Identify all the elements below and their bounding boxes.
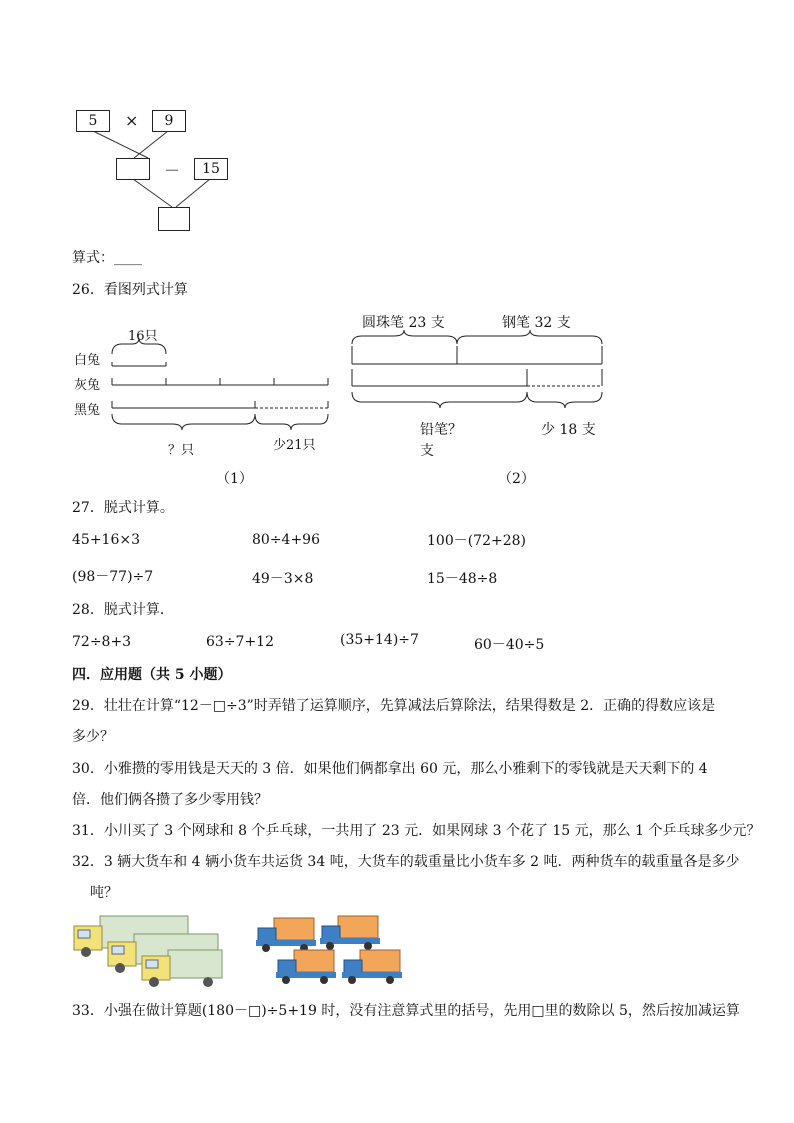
multiply-sign: × <box>125 111 139 130</box>
less-pencil-label: 少 18 支 <box>541 422 596 438</box>
formula-label: 算式：____ <box>72 250 142 266</box>
q27-expression: (98－77)÷7 <box>72 569 154 585</box>
q26-title: 26．看图列式计算 <box>72 282 188 298</box>
q27-title: 27．脱式计算。 <box>72 500 174 516</box>
q28-title: 28．脱式计算． <box>72 602 174 618</box>
pencil-question-line2: 支 <box>420 443 434 459</box>
q28-expression: (35+14)÷7 <box>340 632 419 648</box>
q27-expression: 100－(72+28) <box>427 533 527 549</box>
tree-value: 5 <box>88 113 98 129</box>
ballpoint-label: 圆珠笔 23 支 <box>362 315 445 331</box>
q30-line1: 30．小雅攒的零用钱是天天的 3 倍．如果他们俩都拿出 60 元，那么小雅剩下的零钱就是天天剩下的 4 <box>72 761 708 777</box>
q30-line2: 倍．他们俩各攒了多少零用钱？ <box>72 792 268 808</box>
less-label: 少21只 <box>273 438 316 453</box>
white-count-label: 16只 <box>128 329 158 344</box>
diagram-caption-2: （2） <box>498 471 535 487</box>
q27-expression: 80÷4+96 <box>252 532 320 548</box>
q29-line2: 多少？ <box>72 729 114 745</box>
q29-line1: 29．壮壮在计算“12－□÷3”时弄错了运算顺序，先算减法后算除法，结果得数是 2．正确的得数应该是 <box>72 698 716 714</box>
q33-line1: 33．小强在做计算题(180－□)÷5+19 时，没有注意算式里的括号，先用□里的数除以 5，然后按加减运算 <box>72 1003 740 1019</box>
pencil-question-line1: 铅笔？ <box>420 422 462 438</box>
q27-expression: 45+16×3 <box>72 532 140 548</box>
q28-expression: 63÷7+12 <box>206 634 274 650</box>
row-label-white: 白兔 <box>74 353 101 368</box>
row-label-grey: 灰兔 <box>74 378 101 393</box>
q27-expression: 15－48÷8 <box>427 571 498 587</box>
q28-expression: 60－40÷5 <box>474 637 545 653</box>
q32-line2: 吨？ <box>90 885 118 901</box>
q31-line1: 31．小川买了 3 个网球和 8 个乒乓球，一共用了 23 元．如果网球 3 个花了 15 元，那么 1 个乒乓球多少元？ <box>72 823 761 839</box>
fountain-pen-label: 钢笔 32 支 <box>502 315 571 331</box>
diagram-caption-1: （1） <box>216 471 253 487</box>
q28-expression: 72÷8+3 <box>72 634 132 650</box>
row-label-black: 黑兔 <box>74 403 101 418</box>
unknown-count-label: ？只 <box>168 443 195 458</box>
section-title: 四．应用题（共 5 小题） <box>72 667 232 683</box>
minus-sign: － <box>164 161 181 180</box>
q32-line1: 32．3 辆大货车和 4 辆小货车共运货 34 吨，大货车的载重量比小货车多 2 吨．两种货车的载重量各是多少 <box>72 854 740 870</box>
tree-value: 15 <box>202 161 220 177</box>
q27-expression: 49－3×8 <box>252 571 314 587</box>
tree-value: 9 <box>164 113 174 129</box>
